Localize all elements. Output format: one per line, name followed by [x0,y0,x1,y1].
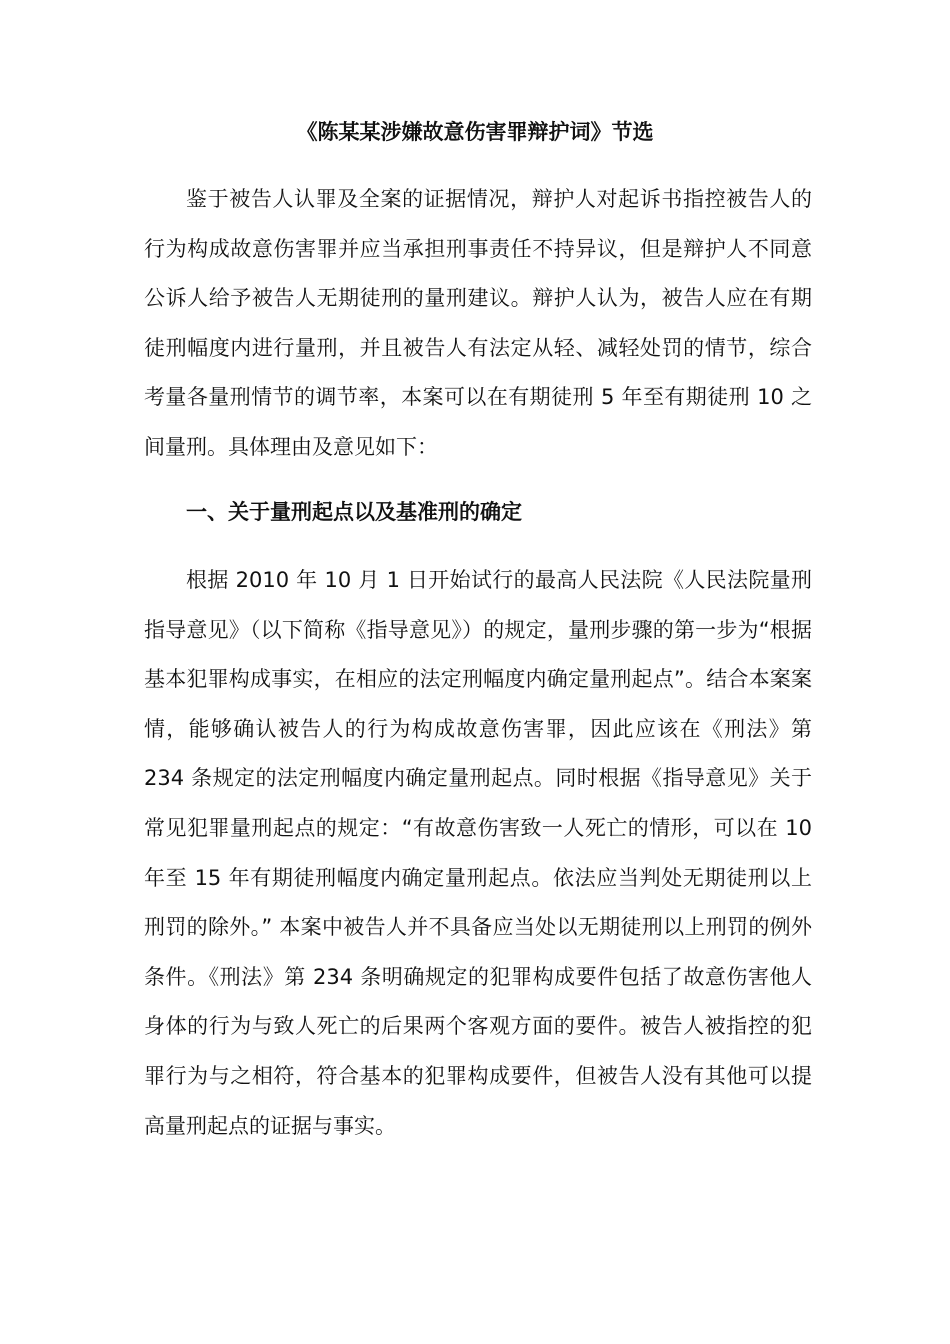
section-heading: 一、关于量刑起点以及基准刑的确定 [186,500,522,524]
document-title: 《陈某某涉嫌故意伤害罪辩护词》节选 [296,120,654,144]
section-paragraph: 根据 2010 年 10 月 1 日开始试行的最高人民法院《人民法院量刑指导意见》（以下简称《指导意见》）的规定，量刑步骤的第一步为“根据基本犯罪构成事实，在相应的法定刑幅度内确定量刑起点”。结合本案案情，能够确认被告人的行为构成故意伤害罪，因此应该在《刑法》第 234 条规定的法定刑幅度内确定量刑起点。同时根据《指导意见》关于常见犯罪量刑起点的规定：“有故意伤害致一人死亡的情形，可以在 10 年至 15 年有期徒刑幅度内确定量刑起点。依法应当判处无期徒刑以上刑罚的除外。” 本案中被告人并不具备应当处以无期徒刑以上刑罚的例外条件。《刑法》第 234 条明确规定的犯罪构成要件包括了故意伤害他人身体的行为与致人死亡的后果两个客观方面的要件。被告人被指控的犯罪行为与之相符，符合基本的犯罪构成要件，但被告人没有其他可以提高量刑起点的证据与事实。 [144,568,812,1138]
intro-paragraph: 鉴于被告人认罪及全案的证据情况，辩护人对起诉书指控被告人的行为构成故意伤害罪并应当承担刑事责任不持异议，但是辩护人不同意公诉人给予被告人无期徒刑的量刑建议。辩护人认为，被告人应在有期徒刑幅度内进行量刑，并且被告人有法定从轻、减轻处罚的情节，综合考量各量刑情节的调节率，本案可以在有期徒刑 5 年至有期徒刑 10 之间量刑。具体理由及意见如下： [144,187,812,459]
